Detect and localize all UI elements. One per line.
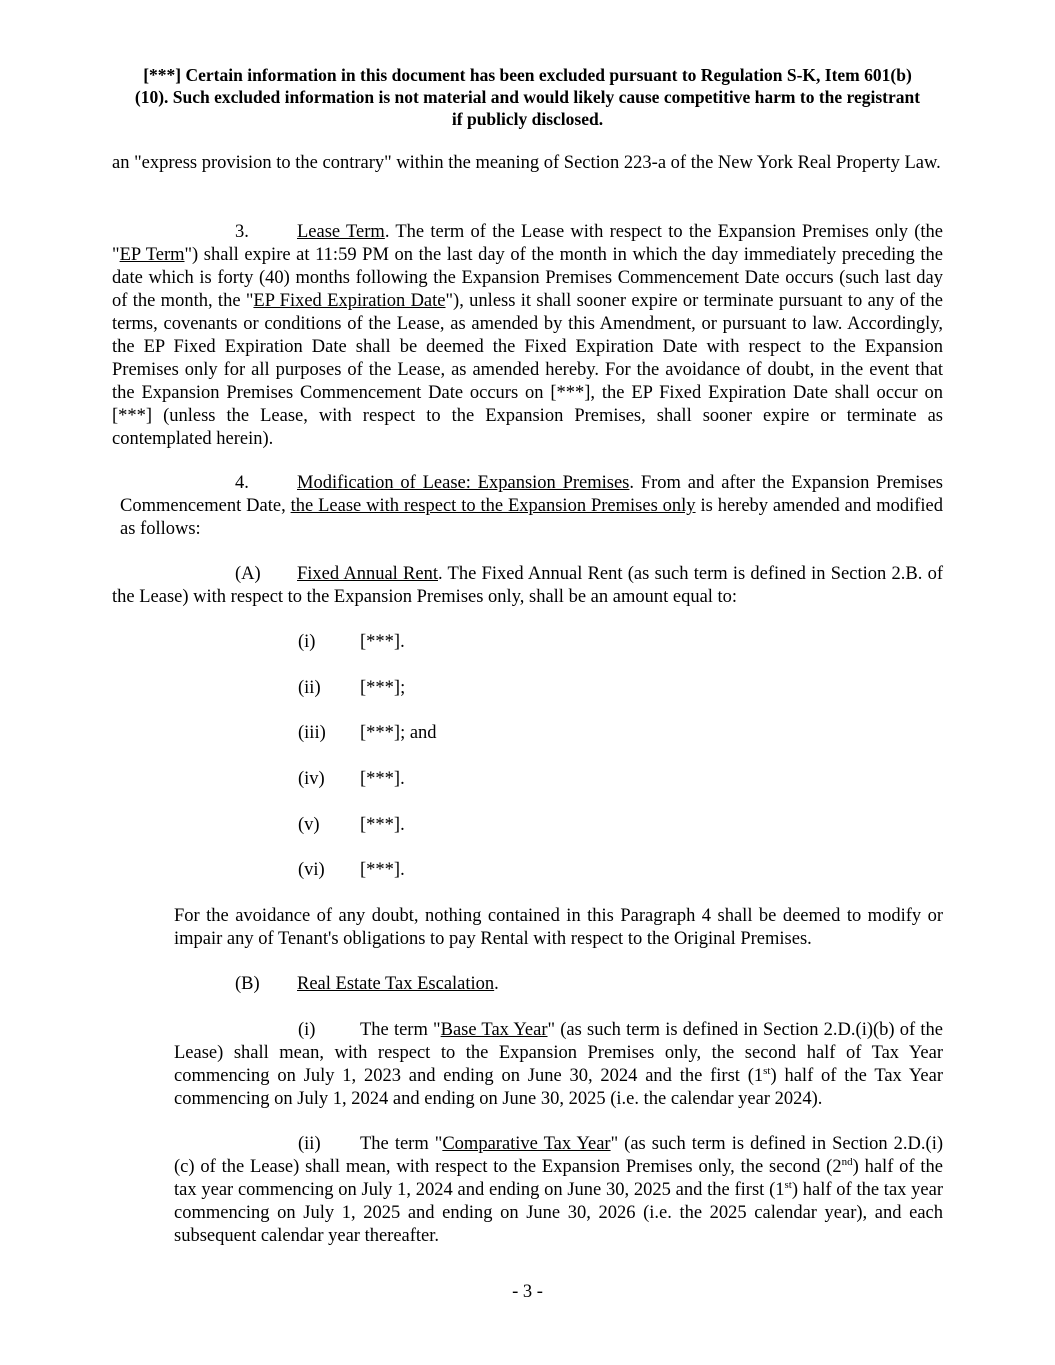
rent-item: (iii) [***]; and: [298, 723, 437, 743]
redaction-notice: [***] Certain information in this document has been excluded pursuant to Regulation S-K, Item 601(b)(10). Such excluded information is not material and would likely cause competitive harm to the registrant if publicly disclosed.: [134, 65, 921, 129]
rent-item: (v) [***].: [298, 815, 405, 835]
rent-item: (i) [***].: [298, 632, 405, 652]
section-title: Lease Term: [297, 222, 385, 242]
page-number: - 3 -: [512, 1282, 543, 1302]
section-title: Modification of Lease: Expansion Premises: [297, 473, 630, 493]
section-4-modification: 4. Modification of Lease: Expansion Premises. From and after the Expansion Premises Commencement Date, the Lease with respect to the Expansion Premises only is hereby amended and modified as follows:: [120, 473, 944, 539]
clause-label: (ii): [298, 1134, 321, 1154]
subsection-label: (A): [235, 564, 261, 584]
section-3-lease-term: 3. Lease Term. The term of the Lease with respect to the Expansion Premises only (the "EP Term") shall expire at 11:59 PM on the last day of the month in which the day immediately preceding the date which is forty (40) months following the Expansion Premises Commencement Date occurs (such last day of the month, the "EP Fixed Expiration Date"), unless it shall sooner expire or terminate pursuant to any of the terms, covenants or conditions of the Lease, as amended by this Amendment, or pursuant to law. Accordingly, the EP Fixed Expiration Date shall be deemed the Fixed Expiration Date with respect to the Expansion Premises only for all purposes of the Lease, as amended hereby. For the avoidance of doubt, in the event that the Expansion Premises Commencement Date occurs on [***], the EP Fixed Expiration Date shall occur on [***] (unless the Lease, with respect to the Expansion Premises, shall sooner expire or terminate as contemplated herein).: [112, 222, 943, 449]
defined-term-comparative-tax-year: Comparative Tax Year: [442, 1134, 611, 1154]
clause-label: (i): [298, 1020, 316, 1040]
subsection-label: (B): [235, 974, 260, 994]
subsection-title: Fixed Annual Rent: [297, 564, 438, 584]
base-tax-year-paragraph: (i) The term "Base Tax Year" (as such term is defined in Section 2.D.(i)(b) of the Lease) shall mean, with respect to the Expansion Premises only, the second half of Tax Year commencing on July 1, 2023 and ending on June 30, 2024 and the first (1st) half of the Tax Year commencing on July 1, 2024 and ending on June 30, 2025 (i.e. the calendar year 2024).: [174, 1020, 943, 1109]
rent-item: (ii) [***];: [298, 678, 406, 698]
defined-term-ep-term: EP Term: [119, 245, 185, 265]
section-a-fixed-annual-rent: (A) Fixed Annual Rent. The Fixed Annual Rent (as such term is defined in Section 2.B. of the Lease) with respect to the Expansion Premises only, shall be an amount equal to:: [112, 564, 943, 607]
defined-term-ep-fixed-expiration-date: EP Fixed Expiration Date: [253, 291, 446, 311]
rent-item: (vi) [***].: [298, 860, 405, 880]
defined-term-base-tax-year: Base Tax Year: [440, 1020, 548, 1040]
avoidance-paragraph: For the avoidance of any doubt, nothing contained in this Paragraph 4 shall be deemed to modify or impair any of Tenant's obligations to pay Rental with respect to the Original Premises.: [174, 906, 943, 949]
rent-item: (iv) [***].: [298, 769, 405, 789]
underlined-phrase: the Lease with respect to the Expansion Premises only: [290, 496, 696, 516]
continuation-paragraph: an "express provision to the contrary" within the meaning of Section 223-a of the New York Real Property Law.: [112, 153, 941, 173]
section-b-real-estate-tax: (B) Real Estate Tax Escalation.: [235, 974, 499, 994]
section-number: 4.: [235, 473, 249, 493]
section-number: 3.: [235, 222, 249, 242]
comparative-tax-year-paragraph: (ii) The term "Comparative Tax Year" (as such term is defined in Section 2.D.(i)(c) of the Lease) shall mean, with respect to the Expansion Premises only, the second (2nd) half of the tax year commencing on July 1, 2024 and ending on June 30, 2025 and the first (1st) half of the tax year commencing on July 1, 2025 and ending on June 30, 2026 (i.e. the 2025 calendar year), and each subsequent calendar year thereafter.: [174, 1134, 944, 1246]
subsection-title: Real Estate Tax Escalation: [297, 974, 495, 994]
